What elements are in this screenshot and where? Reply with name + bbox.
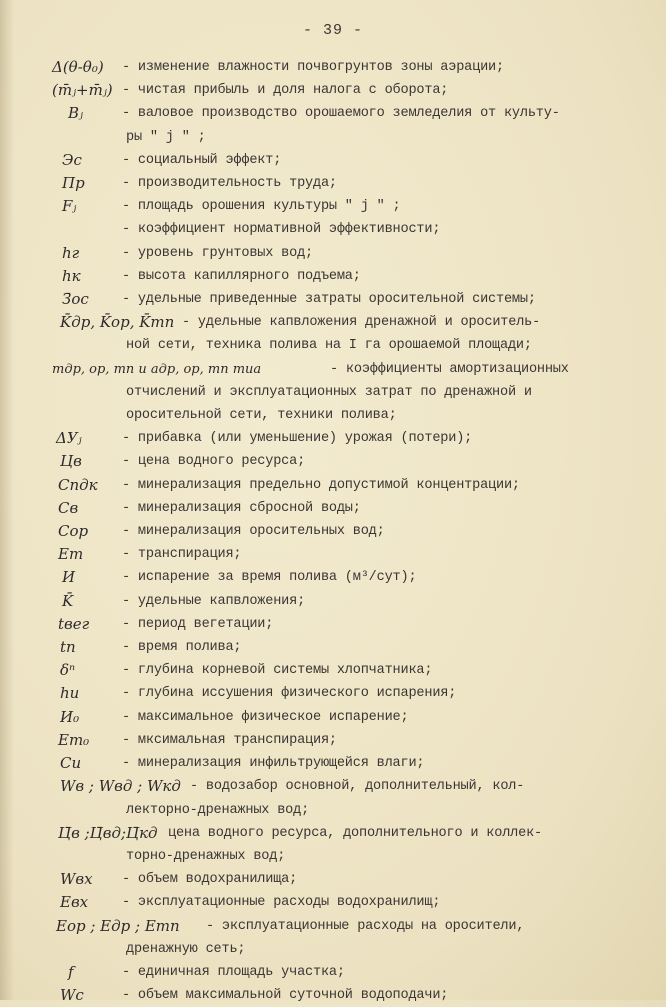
symbol: Си <box>60 754 82 773</box>
definition: - объем водохранилища; <box>122 872 298 888</box>
list-item <box>0 265 666 288</box>
symbol: hк <box>62 266 81 285</box>
definition: - коэффициенты амортизационных <box>330 361 569 377</box>
definition: - удельные капвложения; <box>122 593 306 609</box>
definition: - минерализация оросительных вод; <box>122 524 385 540</box>
symbol: mдр, ор, тп и aдр, ор, тп mиa <box>52 361 262 377</box>
symbol: K̄ <box>62 591 74 610</box>
definition-continuation: отчислений и эксплуатационных затрат по дренажной и <box>126 384 532 400</box>
definition: - цена водного ресурса; <box>122 454 306 470</box>
definition: - прибавка (или уменьшение) урожая (потери); <box>122 431 473 447</box>
symbol: hг <box>62 243 80 262</box>
list-item <box>0 636 666 659</box>
symbol: Bⱼ <box>68 104 83 123</box>
list-item <box>0 172 666 195</box>
definition: - объем максимальной суточной водоподачи; <box>122 988 449 1004</box>
definition: - социальный эффект; <box>122 152 282 168</box>
list-item <box>0 891 666 914</box>
list-item <box>0 543 666 566</box>
list-item <box>0 682 666 705</box>
list-item <box>0 613 666 636</box>
list-item <box>0 56 666 79</box>
definition: - валовое производство орошаемого земледелия от культу- <box>122 106 560 122</box>
symbol: K̄др, K̄ор, K̄тп <box>60 313 175 332</box>
list-item <box>0 102 666 148</box>
symbol: f <box>68 962 74 981</box>
list-item <box>0 961 666 984</box>
list-item <box>0 752 666 775</box>
definition: - минерализация инфильтрующейся влаги; <box>122 756 425 772</box>
definition: - период вегетации; <box>122 616 274 632</box>
definition: - высота капиллярного подъема; <box>122 268 361 284</box>
list-item <box>0 520 666 543</box>
symbol: (m̄ⱼ+m̄ⱼ) <box>52 81 113 100</box>
list-item <box>0 311 666 357</box>
definition: - водозабор основной, дополнительный, кол- <box>190 779 525 795</box>
symbol: ΔУⱼ <box>56 429 82 448</box>
list-item <box>0 79 666 102</box>
list-item <box>0 822 666 868</box>
list-item <box>0 775 666 821</box>
list-item <box>0 218 666 241</box>
definition: - удельные капвложения дренажной и ороситель- <box>182 315 541 331</box>
symbol: Wв ; Wвд ; Wкд <box>60 777 181 796</box>
symbol: Δ(θ-θ₀) <box>52 58 104 76</box>
definition: - коэффициент нормативной эффективности; <box>122 222 441 238</box>
symbol: И <box>62 568 76 587</box>
notation-list <box>0 56 666 1007</box>
list-item <box>0 659 666 682</box>
symbol: Сор <box>58 522 89 541</box>
definition: - изменение влажности почвогрунтов зоны аэрации; <box>122 60 504 75</box>
definition: - максимальное физическое испарение; <box>122 709 409 725</box>
list-item <box>0 915 666 961</box>
symbol: Евх <box>60 893 89 912</box>
page-number: - 39 - <box>302 22 363 39</box>
symbol: З̄ос <box>62 290 89 309</box>
definition: - транспирация; <box>122 547 242 563</box>
list-item <box>0 984 666 1007</box>
definition: - минерализация сбросной воды; <box>122 500 361 516</box>
definition-continuation: ры " j " ; <box>126 129 206 145</box>
symbol: hи <box>60 684 80 703</box>
definition: цена водного ресурса, дополнительного и коллек- <box>168 825 543 841</box>
definition: - площадь орошения культуры " j " ; <box>122 199 401 215</box>
symbol: Wвх <box>60 870 93 889</box>
list-item <box>0 450 666 473</box>
symbol: Св <box>58 498 79 517</box>
definition: - эксплуатационные расходы водохранилищ; <box>122 895 441 911</box>
definition-continuation: дренажную сеть; <box>126 941 246 957</box>
definition-continuation: торно-дренажных вод; <box>126 848 286 864</box>
definition-continuation: лекторно-дренажных вод; <box>126 802 310 818</box>
list-item <box>0 195 666 218</box>
definition: - удельные приведенные затраты оросительной системы; <box>122 292 536 308</box>
list-item <box>0 288 666 311</box>
list-item <box>0 427 666 450</box>
symbol: Ц̄в ;Ц̄вд;Ц̄кд <box>58 823 158 842</box>
symbol: tвег <box>58 614 90 633</box>
definition-continuation: ной сети, техника полива на I га орошаемой площади; <box>126 338 532 354</box>
list-item <box>0 868 666 891</box>
symbol: Fⱼ <box>62 197 77 216</box>
definition: - глубина корневой системы хлопчатника; <box>122 663 433 679</box>
definition: - испарение за время полива (м³/сут); <box>122 570 417 586</box>
list-item <box>0 566 666 589</box>
definition: - минерализация предельно допустимой концентрации; <box>122 477 520 493</box>
definition: - мксимальная транспирация; <box>122 732 337 748</box>
list-item <box>0 242 666 265</box>
definition: - единичная площадь участка; <box>122 964 345 980</box>
list-item <box>0 729 666 752</box>
list-item <box>0 474 666 497</box>
definition-continuation: оросительной сети, техники полива; <box>126 408 397 424</box>
symbol: δⁿ <box>60 661 76 680</box>
list-item <box>0 358 666 428</box>
list-item <box>0 497 666 520</box>
symbol: Ет <box>58 545 84 564</box>
symbol: Спдк <box>58 475 98 494</box>
definition: - уровень грунтовых вод; <box>122 245 313 261</box>
symbol: Ет₀ <box>58 730 90 749</box>
symbol: Пр <box>62 174 85 193</box>
definition: - чистая прибыль и доля налога с оборота; <box>122 83 449 99</box>
symbol: Wс <box>60 986 84 1005</box>
definition: - глубина иссушения физического испарения; <box>122 686 457 702</box>
symbol: И₀ <box>60 707 80 726</box>
symbol: Эс <box>62 150 82 169</box>
symbol: Цв <box>60 452 82 471</box>
symbol: Еор ; Едр ; Етп <box>56 916 180 935</box>
symbol: tп <box>60 638 76 657</box>
definition: - время полива; <box>122 640 242 656</box>
definition: - производительность труда; <box>122 176 337 192</box>
list-item <box>0 590 666 613</box>
definition: - эксплуатационные расходы на оросители, <box>206 918 525 934</box>
list-item <box>0 149 666 172</box>
list-item <box>0 706 666 729</box>
